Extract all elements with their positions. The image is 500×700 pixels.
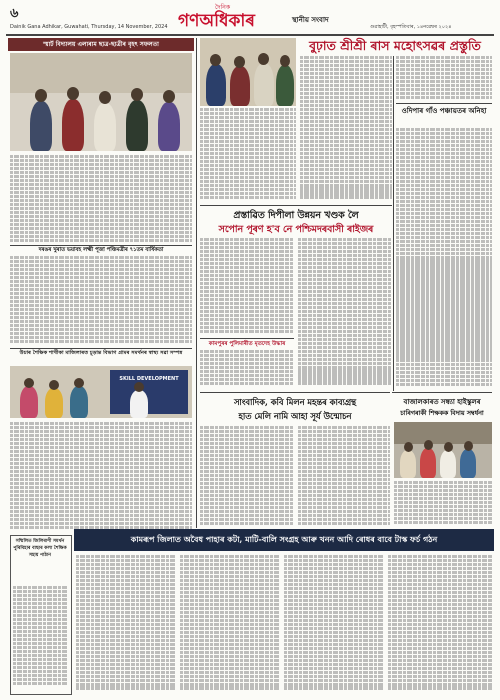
page-number: ৬ <box>10 6 19 21</box>
center-body-2 <box>298 238 392 388</box>
sangbadik-body-1 <box>200 426 294 528</box>
kamrup-headline: কামপুৰৰ পুলিমাৰীত মৃতদেহ উদ্ধাৰ <box>208 341 286 347</box>
center-headline-2: সপোন পূৰণ হ'ব নে পশ্চিমদৰবাসী ৰাইজৰ <box>218 224 374 235</box>
page-header <box>0 0 500 38</box>
right-top-rule <box>396 103 492 104</box>
left-mid-headline: দৰঙৰ খুৰাত ভয়াবহ লক্ষ্মী পূজা পঞ্চিমত্ৰীৰ ৭১তম বাৰ্ষিকতা <box>38 247 164 253</box>
kamrup-body <box>200 350 294 388</box>
center-headline-1: প্ৰস্তাৱিত দিপীলা উন্নয়ন খণ্ডক লৈ <box>233 210 359 221</box>
header-rule <box>6 34 494 36</box>
left-top-photo <box>10 53 192 151</box>
left-sidebar-headline: সম্মিলিত জিলিৰাণী সমৰ্থন পুৰিবিহাৰ বাছাৰ কলা শৈক্ষিক সহায় পাঠান <box>13 539 67 558</box>
left-sidebar-body <box>13 586 67 690</box>
bajali-headline-2: চাৰিগৰাকী শিক্ষকক বিদায় সম্বৰ্ধনা <box>400 410 484 417</box>
bottom-body-3 <box>284 555 384 693</box>
bajali-rule <box>392 392 492 393</box>
sangbadik-headline-2: হাত মেলি নামি আহা সূৰ্য উন্মোচন <box>238 411 352 421</box>
masthead-logo: গণঅধিকাৰ <box>178 11 255 31</box>
center-top-rule <box>200 205 392 206</box>
left-column-rule <box>196 38 197 528</box>
bottom-body-2 <box>180 555 280 693</box>
main-top-body-2 <box>300 56 392 203</box>
bajali-body <box>394 481 492 527</box>
left-mid-body <box>10 256 192 346</box>
date-line: গুৱাহাটী, বৃহস্পতিবাৰ, ১৪নৱেম্বৰ ২০২৪ <box>370 24 452 30</box>
masthead-small: দৈনিক <box>215 4 231 11</box>
edition-line: Dainik Gana Adhikar, Guwahati, Thursday, 14 November, 2024 <box>10 24 168 30</box>
left-divider-1 <box>10 245 192 246</box>
main-top-photo <box>200 38 296 106</box>
bottom-headline: কামৰূপ জিলাত অবৈধ পাহাৰ কটা, মাটি-বালি সংগ্ৰহ আৰু খনন আদি ৰোধৰ বাবে টাস্ক ফৰ্চ গঠন <box>130 534 438 544</box>
left-low-photo <box>10 366 192 418</box>
left-low-headline: উচাৰ শৈক্ষিক শাখীকা মাজিলাৰত চূড়ান্ত বিভাগ গ্ৰামৰ সমৰ্থনৰ স্বাস্থ্য সৱা সম্পন্ন <box>19 350 183 356</box>
left-top-body <box>10 155 192 243</box>
right-column-body <box>396 128 492 390</box>
left-low-body <box>10 422 192 532</box>
bajali-headline-1: বাজালকাৰত সন্ধ্যা হাইস্কুলৰ <box>403 398 481 406</box>
center-body-1 <box>200 238 294 336</box>
sangbadik-rule <box>200 392 390 393</box>
left-divider-2 <box>10 348 192 349</box>
bajali-photo <box>394 422 492 478</box>
kamrup-rule <box>200 338 294 339</box>
main-top-body-3 <box>396 56 492 101</box>
main-headline: বুঢ়াত শ্ৰীশ্ৰী ৰাস মহোৎসৱৰ প্ৰস্তুতি <box>309 38 481 53</box>
section-label: স্থানীয় সংবাদ <box>292 16 329 24</box>
right-headline: ওদিপাৰ গাঁও পঞ্চায়তৰ অনিহা <box>401 106 487 115</box>
sangbadik-body-2 <box>298 426 390 528</box>
right-column-rule <box>393 56 394 391</box>
bottom-body-4 <box>388 555 492 693</box>
bottom-body-1 <box>76 555 176 693</box>
main-top-body-1 <box>200 108 296 203</box>
banner-caption: SKILL DEVELOPMENT <box>119 376 179 382</box>
left-top-headline: স্মাৰ্ট বিদ্যালয় এলাৰাম ছাত্ৰ-ছাত্ৰীৰ বৃহৎ সফলতা <box>43 41 159 48</box>
sangbadik-headline-1: সাংবাদিক, কবি মিলন মহন্তৰ কাব্যগ্ৰন্থ <box>233 397 357 407</box>
